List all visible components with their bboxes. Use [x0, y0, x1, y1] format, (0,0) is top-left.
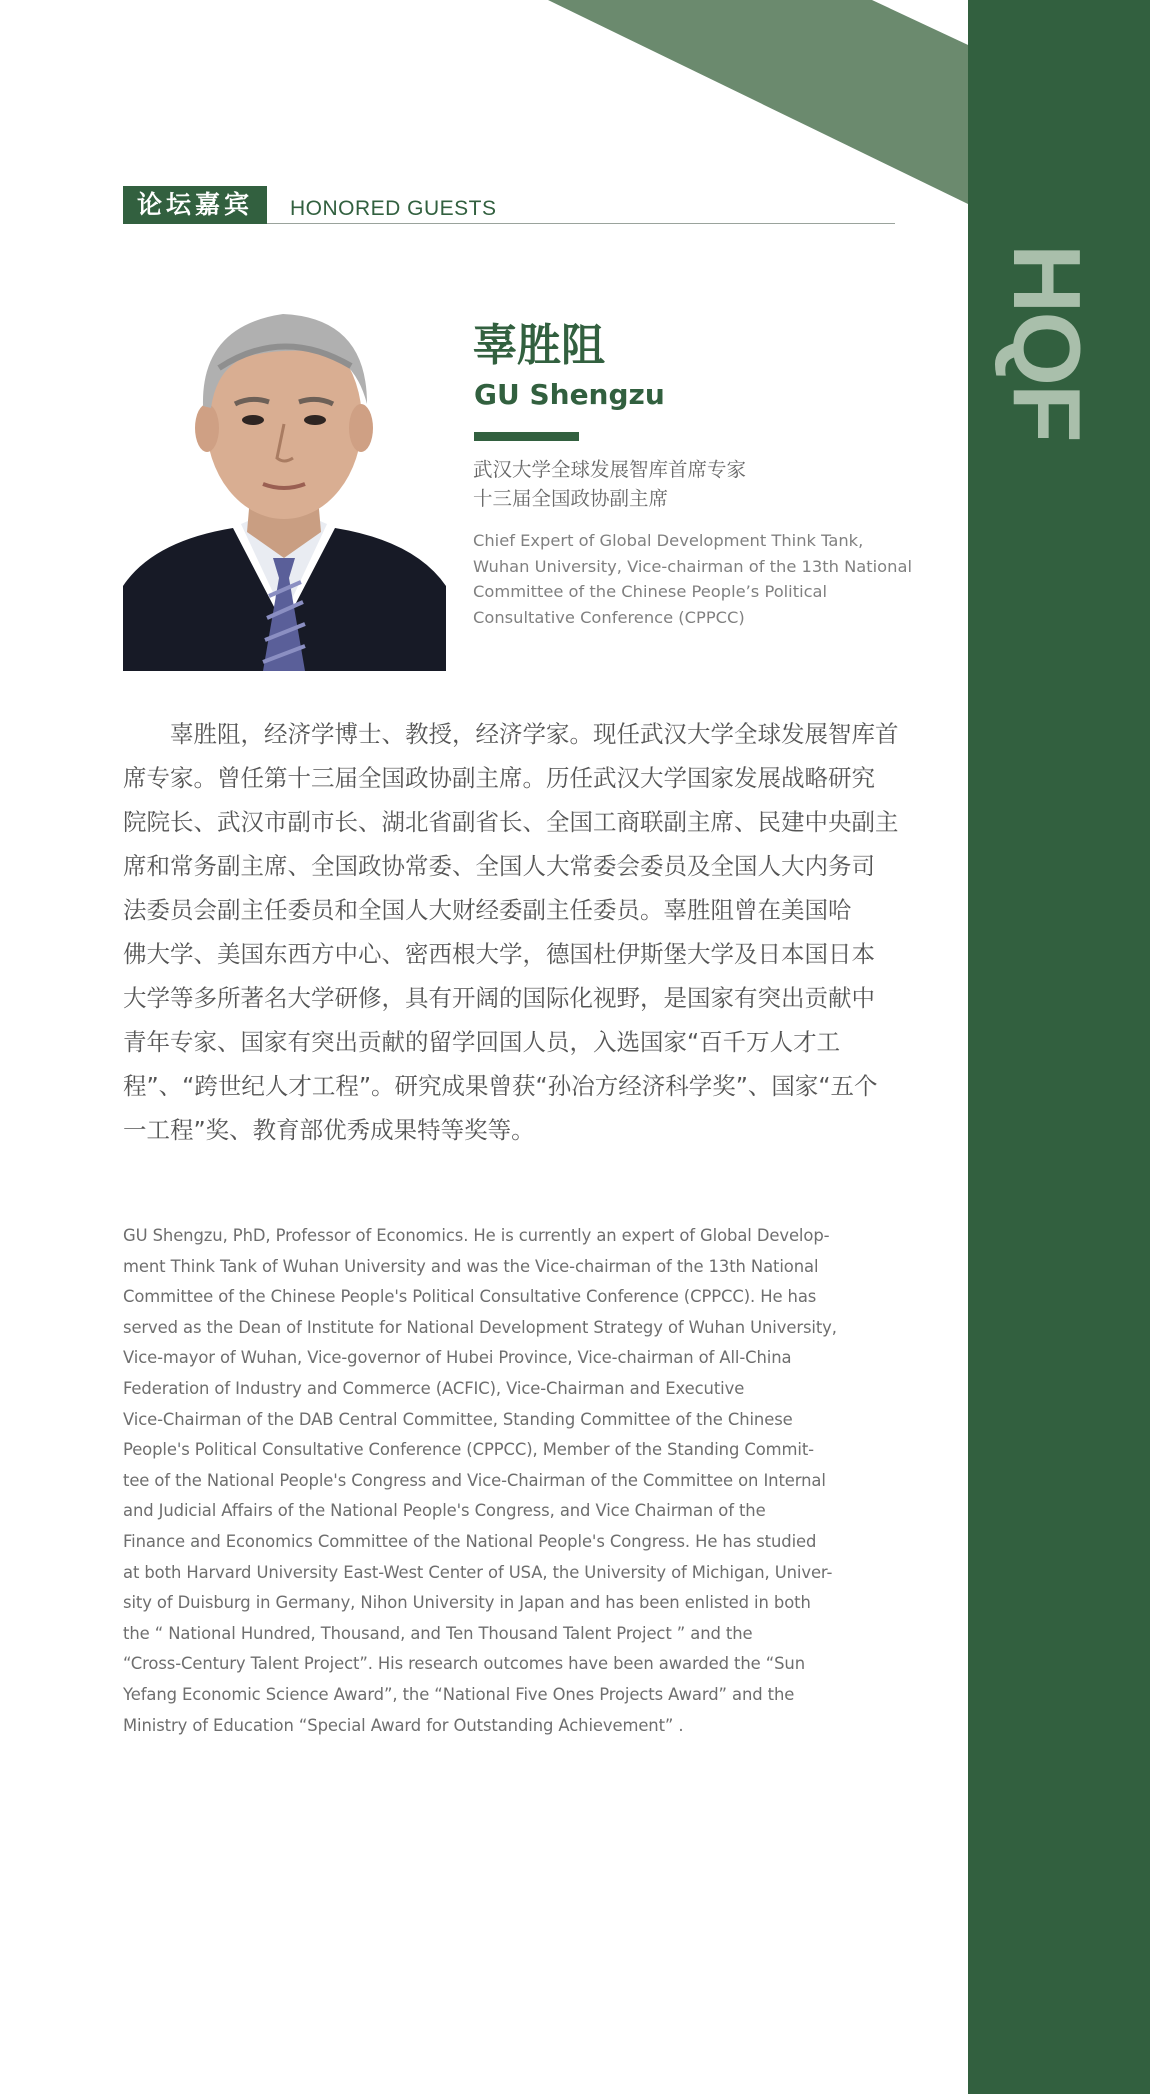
section-header [123, 186, 895, 226]
guest-name-cn: 辜胜阻 [473, 320, 605, 371]
guest-bio-en [123, 1221, 928, 1741]
section-header-rule [267, 223, 895, 224]
bio-en-line: People's Political Consultative Conference (CPPCC), Member of the Standing Commit- [123, 1440, 814, 1460]
guest-title-cn-line: 武汉大学全球发展智库首席专家 [473, 458, 747, 481]
bio-en-line: Ministry of Education “Special Award for Outstanding Achievement” . [123, 1715, 684, 1735]
bio-en-line: Federation of Industry and Commerce (ACFIC), Vice-Chairman and Executive [123, 1378, 745, 1398]
guest-bio-cn [123, 712, 928, 1152]
guest-title-en-line: Chief Expert of Global Development Think Tank, [473, 531, 864, 550]
bio-en-line: Committee of the Chinese People's Political Consultative Conference (CPPCC). He has [123, 1287, 817, 1307]
guest-title-cn-line: 十三届全国政协副主席 [473, 487, 669, 510]
guest-title-en [473, 528, 943, 630]
bio-cn-line: 一工程”奖、教育部优秀成果特等奖等。 [123, 1116, 535, 1144]
guest-titles-cn [473, 455, 933, 513]
section-label-cn: 论坛嘉宾 [123, 186, 267, 224]
bio-en-line: Finance and Economics Committee of the National People's Congress. He has studied [123, 1531, 817, 1551]
bio-cn-line: 席专家。曾任第十三届全国政协副主席。历任武汉大学国家发展战略研究 [123, 764, 875, 792]
bio-cn-line: 青年专家、国家有突出贡献的留学回国人员，入选国家“百千万人才工 [123, 1028, 841, 1056]
bio-cn-line: 辜胜阻，经济学博士、教授，经济学家。现任武汉大学全球发展智库首 [123, 720, 899, 748]
bio-cn-line: 法委员会副主任委员和全国人大财经委副主任委员。辜胜阻曾在美国哈 [123, 896, 852, 924]
guest-title-en-line: Wuhan University, Vice-chairman of the 13th National [473, 556, 912, 576]
bio-en-line: GU Shengzu, PhD, Professor of Economics. He is currently an expert of Global Develop- [123, 1226, 830, 1245]
bio-en-line: “Cross-Century Talent Project”. His research outcomes have been awarded the “Sun [123, 1654, 805, 1674]
bio-en-line: served as the Dean of Institute for National Development Strategy of Wuhan University, [123, 1317, 837, 1337]
bio-en-line: Vice-Chairman of the DAB Central Committee, Standing Committee of the Chinese [123, 1409, 793, 1429]
hqf-logo [993, 244, 1100, 454]
bio-en-line: Yefang Economic Science Award”, the “National Five Ones Projects Award” and the [123, 1684, 795, 1704]
hqf-logo-text: HQF [993, 244, 1100, 441]
bio-cn-line: 程”、“跨世纪人才工程”。研究成果曾获“孙冶方经济科学奖”、国家“五个 [123, 1072, 878, 1100]
section-label-en: HONORED GUESTS [290, 197, 497, 220]
bio-en-line: at both Harvard University East-West Center of USA, the University of Michigan, Univer- [123, 1562, 833, 1582]
bio-en-line: Vice-mayor of Wuhan, Vice-governor of Hubei Province, Vice-chairman of All-China [123, 1348, 792, 1368]
bio-en-line: tee of the National People's Congress and Vice-Chairman of the Committee on Internal [123, 1470, 826, 1490]
bio-cn-line: 院院长、武汉市副市长、湖北省副省长、全国工商联副主席、民建中央副主 [123, 808, 899, 836]
name-underline [474, 432, 579, 441]
bio-en-line: sity of Duisburg in Germany, Nihon University in Japan and has been enlisted in both [123, 1593, 811, 1613]
bio-en-line: and Judicial Affairs of the National People's Congress, and Vice Chairman of the [123, 1501, 766, 1521]
guest-name-en: GU Shengzu [474, 378, 665, 411]
guest-portrait [123, 296, 446, 671]
bio-en-line: ment Think Tank of Wuhan University and was the Vice-chairman of the 13th National [123, 1256, 819, 1276]
guest-title-en-line: Consultative Conference (CPPCC) [473, 607, 745, 627]
bio-cn-line: 席和常务副主席、全国政协常委、全国人大常委会委员及全国人大内务司 [123, 852, 875, 880]
guest-title-en-line: Committee of the Chinese People’s Political [473, 582, 828, 601]
bio-en-line: the “ National Hundred, Thousand, and Ten Thousand Talent Project ” and the [123, 1623, 753, 1643]
bio-cn-line: 佛大学、美国东西方中心、密西根大学，德国杜伊斯堡大学及日本国日本 [123, 940, 875, 968]
bio-cn-line: 大学等多所著名大学研修，具有开阔的国际化视野，是国家有突出贡献中 [123, 984, 875, 1012]
